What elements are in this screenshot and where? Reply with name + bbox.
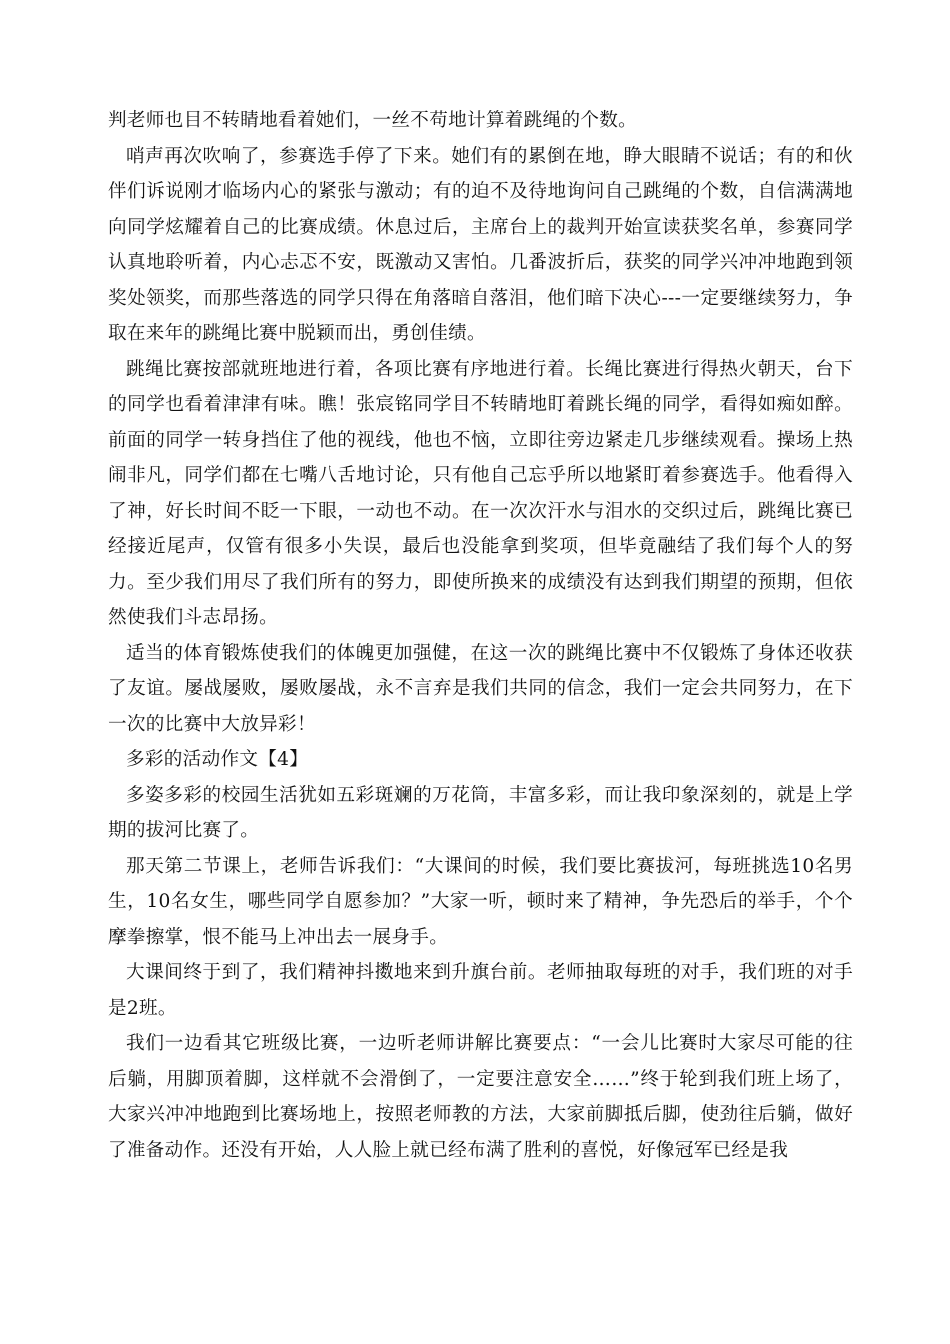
paragraph-2: 哨声再次吹响了，参赛选手停了下来。她们有的累倒在地，睁大眼睛不说话；有的和伙伴们诉说刚才临场内心的紧张与激动；有的迫不及待地询问自己跳绳的个数，自信满满地向同学炫耀着自己的比赛成绩。休息过后，主席台上的裁判开始宣读获奖名单，参赛同学认真地聆听着，内心忐忑不安，既激动又害怕。几番波折后，获奖的同学兴冲冲地跑到领奖处领奖，而那些落选的同学只得在角落暗自落泪，他们暗下决心---一定要继续努力，争取在来年的跳绳比赛中脱颖而出，勇创佳绩。 [108,145,853,344]
paragraph-3: 跳绳比赛按部就班地进行着，各项比赛有序地进行着。长绳比赛进行得热火朝天，台下的同学也看着津津有味。瞧！张宸铭同学目不转睛地盯着跳长绳的同学，看得如痴如醉。前面的同学一转身挡住了他的视线，他也不恼，立即往旁边紧走几步继续观看。操场上热闹非凡，同学们都在七嘴八舌地讨论，只有他自己忘乎所以地紧盯着参赛选手。他看得入了神，好长时间不眨一下眼，一动也不动。在一次次汗水与泪水的交织过后，跳绳比赛已经接近尾声，仅管有很多小失误，最后也没能拿到奖项，但毕竟融结了我们每个人的努力。至少我们用尽了我们所有的努力，即使所换来的成绩没有达到我们期望的预期，但依然使我们斗志昂扬。 [108,358,853,628]
section-heading: 多彩的活动作文【4】 [126,749,309,770]
article-body [108,103,853,1168]
paragraph-1: 判老师也目不转睛地看着她们，一丝不苟地计算着跳绳的个数。 [108,110,638,131]
paragraph-5: 多姿多彩的校园生活犹如五彩斑斓的万花筒，丰富多彩，而让我印象深刻的，就是上学期的拔河比赛了。 [108,784,853,841]
paragraph-6: 那天第二节课上，老师告诉我们：“大课间的时候，我们要比赛拔河，每班挑选10名男生，10名女生，哪些同学自愿参加？”大家一听，顿时来了精神，争先恐后的举手，个个摩拳擦掌，恨不能马上冲出去一展身手。 [108,855,853,948]
paragraph-7: 大课间终于到了，我们精神抖擞地来到升旗台前。老师抽取每班的对手，我们班的对手是2班。 [108,962,853,1019]
paragraph-8: 我们一边看其它班级比赛，一边听老师讲解比赛要点：“一会儿比赛时大家尽可能的往后躺，用脚顶着脚，这样就不会滑倒了，一定要注意安全……”终于轮到我们班上场了，大家兴冲冲地跑到比赛场地上，按照老师教的方法，大家前脚抵后脚，使劲往后躺，做好了准备动作。还没有开始，人人脸上就已经布满了胜利的喜悦，好像冠军已经是我 [108,1033,853,1161]
paragraph-4: 适当的体育锻炼使我们的体魄更加强健，在这一次的跳绳比赛中不仅锻炼了身体还收获了友谊。屡战屡败，屡败屡战，永不言弃是我们共同的信念，我们一定会共同努力，在下一次的比赛中大放异彩！ [108,642,853,735]
